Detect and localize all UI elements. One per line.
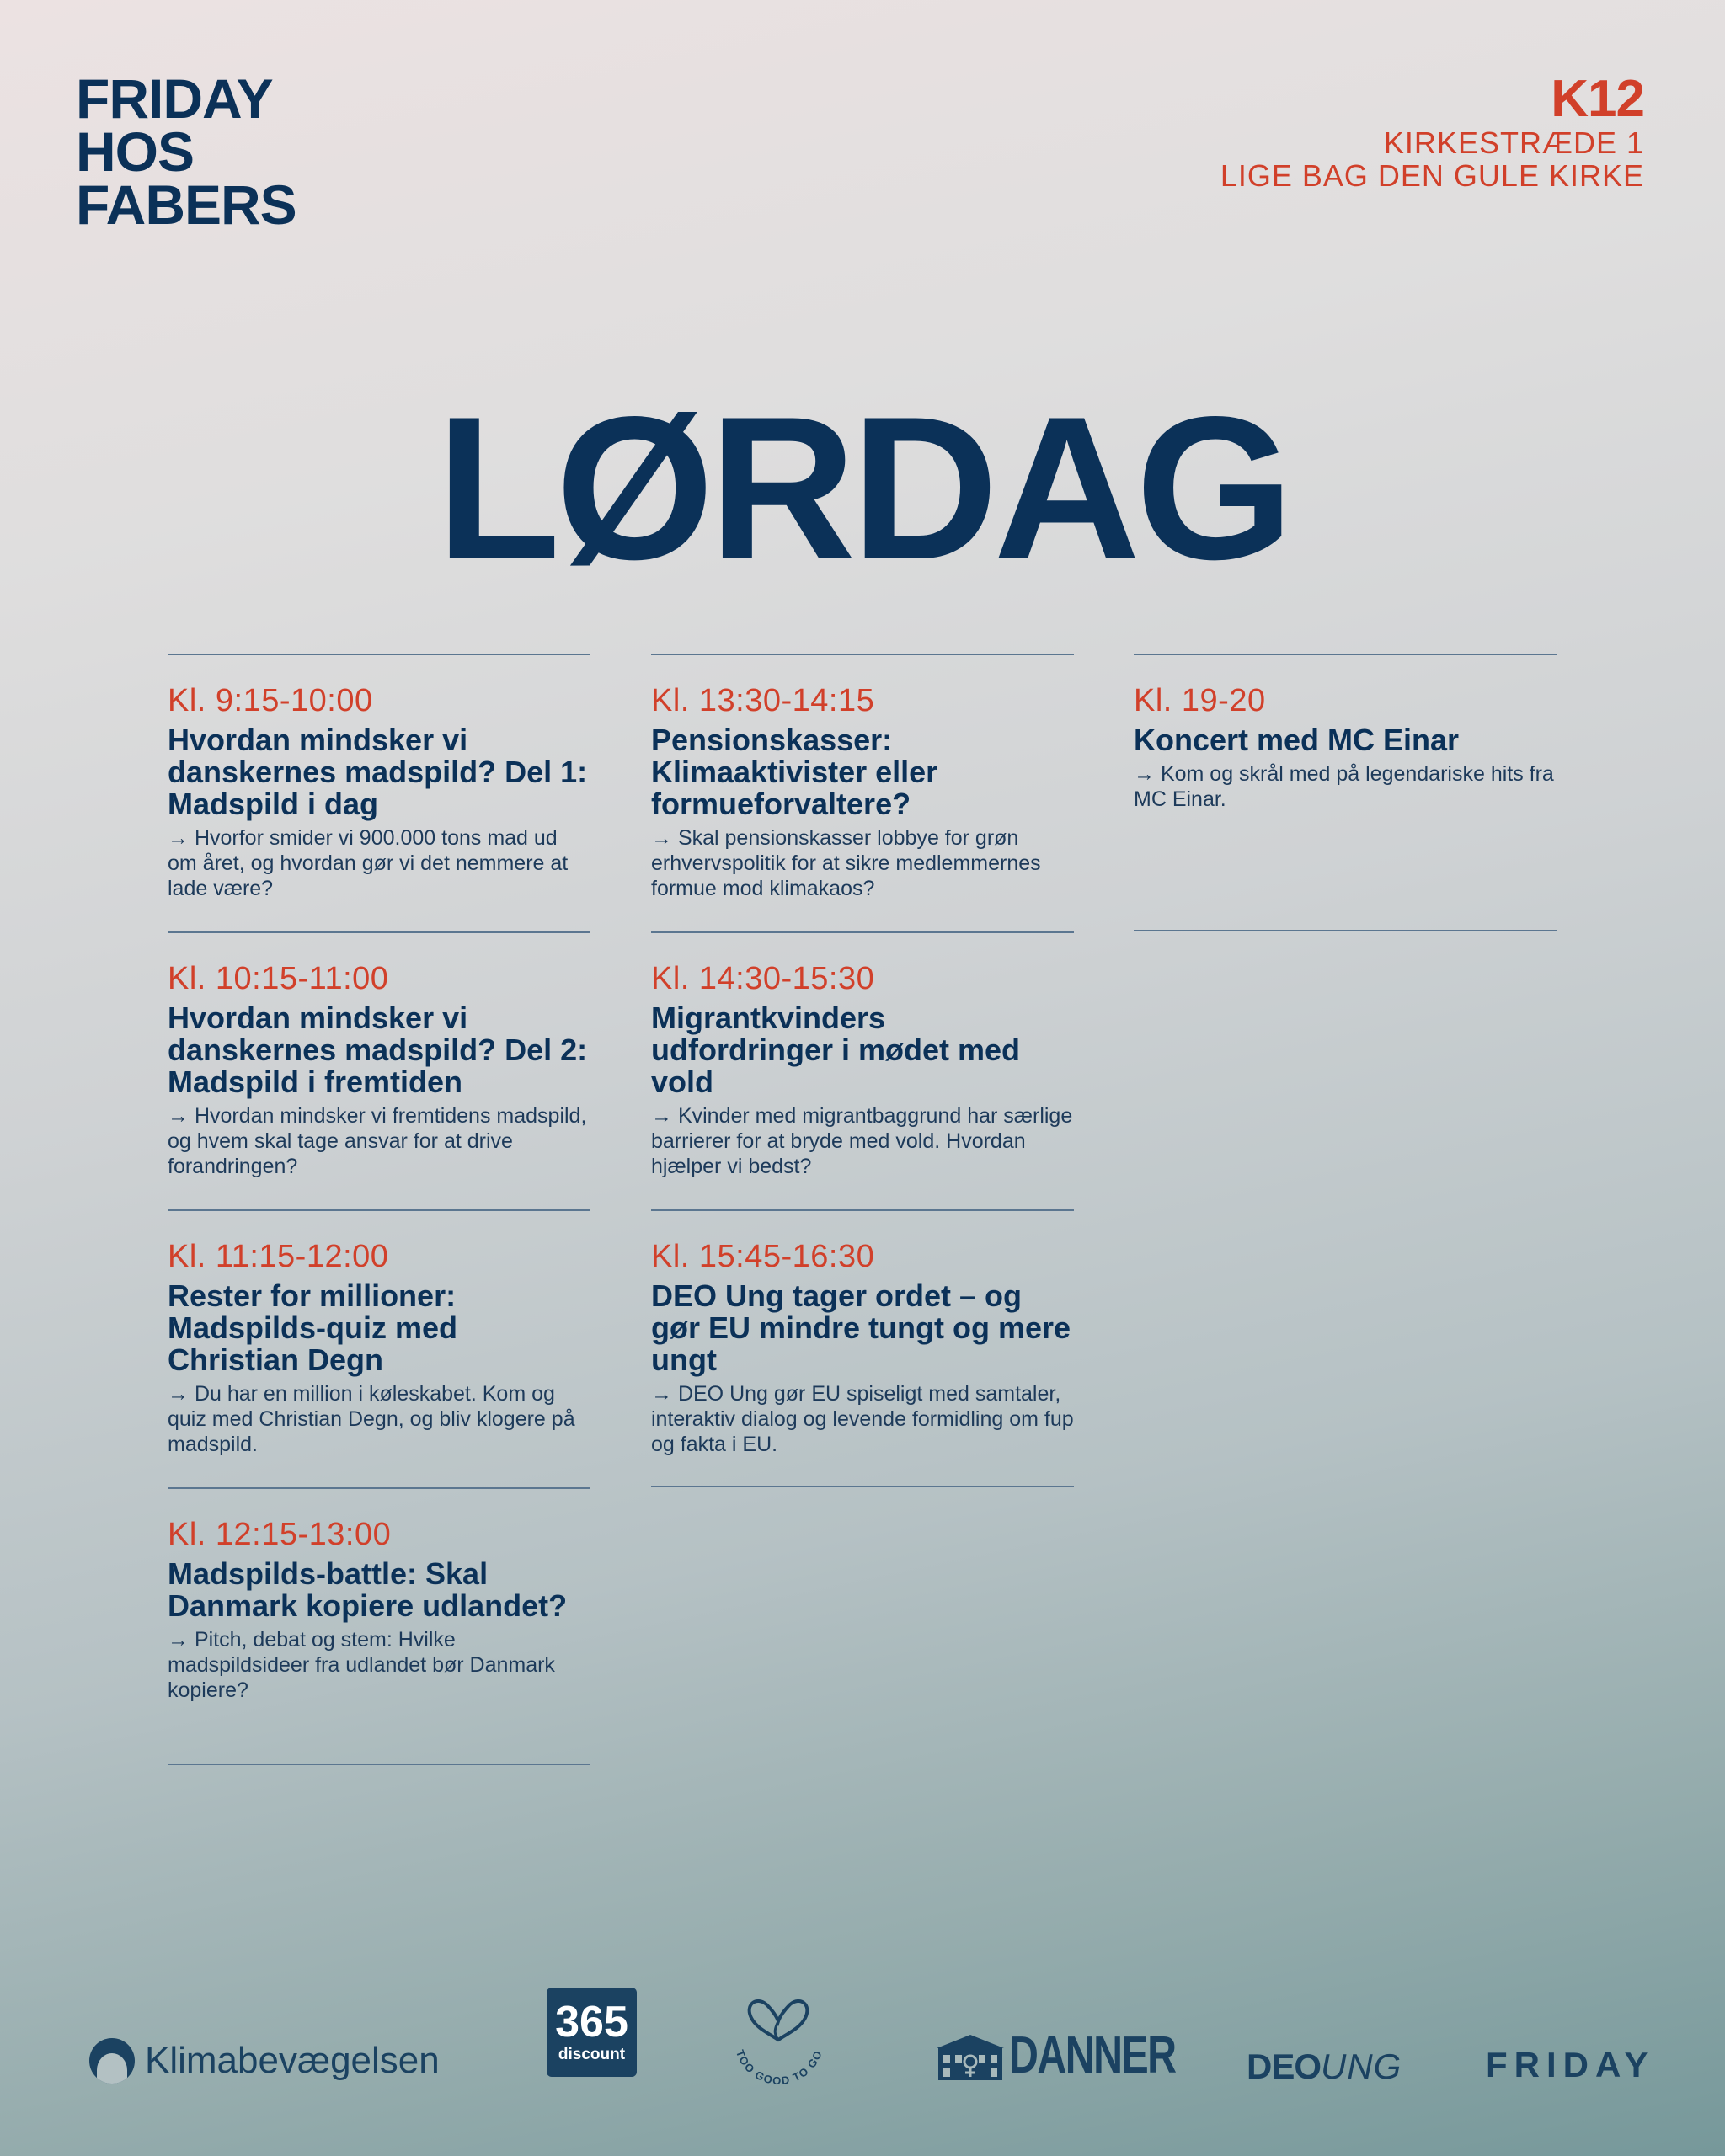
item-title: Hvordan mindsker vi danskernes madspild? Del 2: Madspild i fremtiden — [168, 1001, 588, 1099]
deo-ung-logo — [1247, 2048, 1402, 2085]
svg-text:TOO GOOD TO GO — [734, 2048, 825, 2087]
item-time: Kl. 13:30-14:15 — [651, 683, 875, 718]
item-time: Kl. 14:30-15:30 — [651, 961, 875, 996]
item-title: DEO Ung tager ordet – og gør EU mindre tungt og mere ungt — [651, 1278, 1071, 1377]
venue-info — [1220, 72, 1644, 192]
item-time: Kl. 9:15-10:00 — [168, 683, 373, 718]
sponsor-logos — [0, 1971, 1725, 2089]
item-description: → Pitch, debat og stem: Hvilke madspildsideer fra udlandet bør Danmark kopiere? — [168, 1628, 555, 1702]
365-word: discount — [558, 2046, 626, 2063]
schedule-item — [168, 931, 590, 1209]
schedule-item — [168, 654, 590, 931]
event-brand — [76, 67, 296, 236]
item-title: Hvordan mindsker vi danskernes madspild? Del 1: Madspild i dag — [168, 723, 588, 821]
schedule-item — [651, 1209, 1074, 1487]
schedule-item — [168, 1487, 590, 1765]
item-time: Kl. 11:15-12:00 — [168, 1239, 389, 1274]
danner-building-icon — [937, 2033, 1004, 2082]
klima-logo-text: Klimabevægelsen — [145, 2040, 440, 2081]
schedule-column-2 — [651, 654, 1074, 1487]
brand-line-1: FRIDAY — [76, 67, 273, 130]
item-title: Koncert med MC Einar — [1134, 723, 1460, 757]
item-title: Rester for millioner: Madspilds-quiz med Christian Degn — [168, 1278, 458, 1377]
schedule-item — [651, 654, 1074, 931]
schedule-column-1 — [168, 654, 590, 1765]
item-time: Kl. 10:15-11:00 — [168, 961, 389, 996]
item-title: Migrantkvinders udfordringer i mødet med vold — [651, 1001, 1021, 1099]
item-description: → Kom og skrål med på legendariske hits fra MC Einar. — [1134, 762, 1554, 811]
schedule-item — [168, 1209, 590, 1487]
deo-logo-bold: DEO — [1247, 2047, 1322, 2086]
too-good-to-go-logo — [716, 1988, 842, 2089]
item-description: → Kvinder med migrantbaggrund har særlige barrierer for at bryde med vold. Hvordan hjælper vi bedst? — [651, 1104, 1073, 1178]
365-number: 365 — [555, 1998, 628, 2047]
item-description: → Hvorfor smider vi 900.000 tons mad ud om året, og hvordan gør vi det nemmere at lade være? — [168, 826, 569, 900]
item-time: Kl. 12:15-13:00 — [168, 1517, 392, 1552]
item-description: → Hvordan mindsker vi fremtidens madspild, og hvem skal tage ansvar for at drive forandringen? — [168, 1104, 587, 1178]
item-time: Kl. 15:45-16:30 — [651, 1239, 875, 1274]
brand-line-3: FABERS — [76, 173, 296, 236]
item-title: Madspilds-battle: Skal Danmark kopiere udlandet? — [168, 1556, 568, 1623]
venue-code: K12 — [1551, 70, 1644, 128]
day-title: LØRDAG — [435, 375, 1290, 602]
danner-logo — [937, 2026, 1222, 2084]
365-discount-logo — [547, 1988, 637, 2077]
brand-line-2: HOS — [76, 120, 195, 183]
venue-address: KIRKESTRÆDE 1 — [1383, 125, 1644, 160]
danner-logo-text: DANNER — [1009, 2026, 1176, 2084]
deo-logo-ung: UNG — [1321, 2047, 1402, 2086]
schedule-item — [1134, 654, 1557, 931]
friday-logo: FRIDAY — [1486, 2045, 1655, 2084]
klima-mountain-icon — [89, 2038, 135, 2084]
klimabevaegelsen-logo — [89, 2038, 440, 2084]
item-title: Pensionskasser: Klimaaktivister eller formueforvaltere? — [651, 723, 938, 821]
schedule-column-3 — [1134, 654, 1557, 931]
tgtg-badge-icon — [716, 1988, 842, 2093]
tgtg-logo-text: TOO GOOD TO GO — [733, 2047, 825, 2088]
venue-direction: LIGE BAG DEN GULE KIRKE — [1220, 158, 1644, 193]
item-description: → Skal pensionskasser lobbye for grøn erhvervspolitik for at sikre medlemmernes formue mod klimakaos? — [651, 826, 1041, 900]
item-description: → Du har en million i køleskabet. Kom og quiz med Christian Degn, og bliv klogere på madspild. — [168, 1382, 575, 1456]
schedule-item — [651, 931, 1074, 1209]
item-description: → DEO Ung gør EU spiseligt med samtaler, interaktiv dialog og levende formidling om fup og fakta i EU. — [651, 1382, 1074, 1456]
item-time: Kl. 19-20 — [1134, 683, 1266, 718]
